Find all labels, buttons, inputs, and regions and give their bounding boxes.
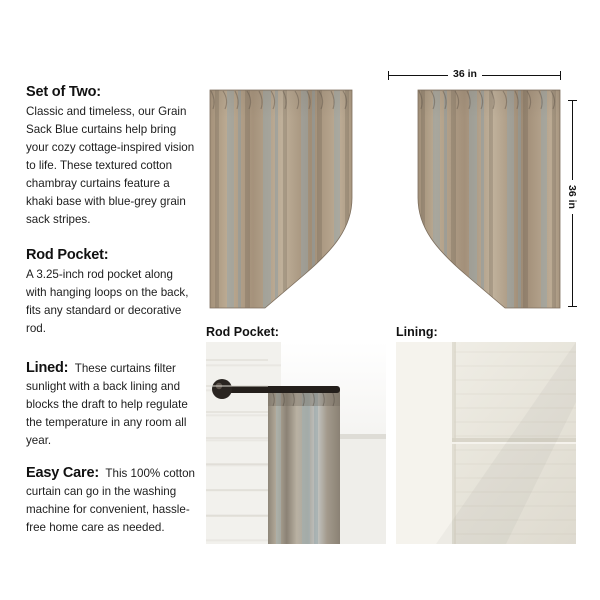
feature-body-set-of-two: Classic and timeless, our Grain Sack Blue curtains help bring your cozy cottage-inspired vision to life. These textured cotton chambray curtains feature a khaki base with blue-grey grain sack stripes. [26, 105, 195, 226]
lining-fabric-graphic [396, 342, 576, 544]
feature-title-easy-care: Easy Care: [26, 465, 99, 481]
width-measure-label: 36 in [448, 68, 482, 80]
feature-body-lined: These curtains filter sunlight with a back lining and blocks the draft to help regulate the temperature in any room all year. [26, 362, 188, 447]
curtain-swag-pair-illustration [205, 78, 565, 318]
width-measure-tick-left [388, 71, 389, 80]
feature-text-column [26, 84, 196, 551]
feature-block-set-of-two [26, 84, 196, 228]
detail-caption-rod-pocket: Rod Pocket: [206, 325, 279, 339]
height-measure-tick-bottom [568, 306, 577, 307]
swag-right [410, 78, 565, 318]
feature-body-easy-care: This 100% cotton curtain can go in the washing machine for convenient, hassle-free home care as needed. [26, 467, 196, 534]
width-measure-tick-right [560, 71, 561, 80]
feature-body-rod-pocket: A 3.25-inch rod pocket along with hanging loops on the back, fits any standard or decorative rod. [26, 268, 189, 335]
feature-title-lined: Lined: [26, 360, 69, 376]
detail-caption-lining: Lining: [396, 325, 438, 339]
detail-photo-lining [396, 342, 576, 544]
feature-block-easy-care [26, 464, 196, 536]
feature-title-set-of-two: Set of Two: [26, 84, 101, 100]
feature-title-rod-pocket: Rod Pocket: [26, 247, 109, 263]
height-measure-tick-top [568, 100, 577, 101]
detail-photo-rod-pocket [206, 342, 386, 544]
feature-block-rod-pocket [26, 247, 196, 337]
feature-block-lined [26, 359, 196, 449]
rod-pocket-curtain-graphic [206, 342, 386, 544]
swag-left [205, 78, 365, 318]
height-measure-label: 36 in [566, 180, 578, 214]
